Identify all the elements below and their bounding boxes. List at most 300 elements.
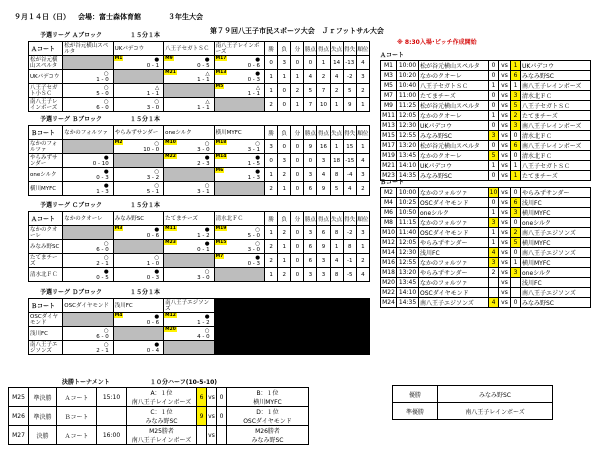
result-mark: ● xyxy=(204,154,210,161)
stat-cell xyxy=(278,341,291,355)
league_d-format: １５分１本 xyxy=(130,289,161,296)
result-mark: ● xyxy=(103,154,109,161)
result-row xyxy=(393,403,553,420)
team-name: UKパデコウ xyxy=(29,70,63,84)
schedule-row xyxy=(381,278,591,288)
home-team: 南八王子エジソンズ xyxy=(419,298,489,308)
stat-header: 順位 xyxy=(356,126,369,140)
self-match-cell xyxy=(164,254,214,268)
schedule-row xyxy=(381,161,591,171)
match-tag: M17 xyxy=(215,56,227,61)
home-team: たてまチーズ xyxy=(419,91,489,101)
stat-cell: 3 xyxy=(278,56,291,70)
away-team: oneシルク xyxy=(521,268,591,278)
team-header: oneシルク xyxy=(164,126,214,140)
stat-cell xyxy=(330,313,343,327)
empty-cell xyxy=(214,327,264,341)
result-mark: ○ xyxy=(204,140,210,147)
team-row xyxy=(29,154,370,168)
stat-cell: 0 xyxy=(304,56,317,70)
result-mark: ● xyxy=(255,168,261,175)
home-score: 1 xyxy=(489,111,499,121)
stat-cell: 4 xyxy=(343,182,356,196)
final-time: 16:00 xyxy=(97,426,127,445)
stat-cell: 1 xyxy=(265,268,278,282)
match-id: M12 xyxy=(382,239,395,246)
stat-header: 分 xyxy=(291,42,304,56)
match-tag: M7 xyxy=(215,254,224,259)
stat-cell: 0 xyxy=(278,98,291,112)
match-score: 0 - 3 xyxy=(96,174,109,181)
stat-cell: 16 xyxy=(317,140,330,154)
team-row xyxy=(29,240,370,254)
vs-label: vs xyxy=(499,258,511,268)
team-header: やらみずサンダー xyxy=(113,126,163,140)
home-team: やらみずサンダー xyxy=(419,238,489,248)
match-score: 2 - 1 xyxy=(96,260,109,267)
team-name: 八王子セガト小ＳＣ xyxy=(29,84,63,98)
match-cell xyxy=(164,70,214,84)
entry-notice: ※ 8:30入場･ピッチ作成開始 xyxy=(397,39,477,46)
match-score: 6 - 0 xyxy=(96,246,109,253)
away-team: 横川MYFC xyxy=(521,258,591,268)
match-score: 1 - 0 xyxy=(146,260,160,267)
schedule-row xyxy=(381,141,591,151)
match-score: 1 - 1 xyxy=(197,104,210,111)
home-team: oneシルク xyxy=(419,208,489,218)
result-mark: ○ xyxy=(103,70,109,77)
stat-cell: 1 xyxy=(356,140,369,154)
match-score: 1 - 1 xyxy=(197,76,210,83)
team-header: 浅川FC xyxy=(113,299,163,313)
vs-label: vs xyxy=(499,218,511,228)
team-row xyxy=(29,341,370,355)
match-score: 0 - 5 xyxy=(96,274,109,281)
stat-cell xyxy=(317,327,330,341)
match-tag: M22 xyxy=(165,154,176,159)
away-score: 0 xyxy=(511,151,521,161)
stat-cell: 3 xyxy=(317,268,330,282)
stat-cell: 0 xyxy=(278,140,291,154)
stat-cell: 1 xyxy=(356,240,369,254)
schedule-row xyxy=(381,61,591,71)
stat-cell: 2 xyxy=(356,254,369,268)
match-cell xyxy=(63,254,113,268)
schedule-row xyxy=(381,91,591,101)
match-cell xyxy=(164,268,214,282)
final-left-team xyxy=(127,426,197,445)
division: ３年生大会 xyxy=(168,13,203,21)
team-name: たてまチーズ xyxy=(29,254,63,268)
team-header: OSCダイヤモンド xyxy=(63,299,113,313)
team-row xyxy=(29,84,370,98)
vs-label: vs xyxy=(499,248,511,258)
stat-cell: 2 xyxy=(356,84,369,98)
away-team: 南八王子エジソンズ xyxy=(521,248,591,258)
stat-cell: 2 xyxy=(278,226,291,240)
stat-cell: 3 xyxy=(278,154,291,168)
stat-cell: 8 xyxy=(330,168,343,182)
result-mark: ● xyxy=(255,254,261,261)
kickoff-time: 11:25 xyxy=(397,101,419,111)
match-score: 1 - 3 xyxy=(247,174,261,181)
match-id: M6 xyxy=(381,208,397,218)
result-mark: ○ xyxy=(255,240,261,247)
kickoff-time: 10:50 xyxy=(397,208,419,218)
match-score: 3 - 0 xyxy=(197,274,210,281)
stat-cell: 7 xyxy=(304,98,317,112)
team-name: 南八王子エジソンズ xyxy=(29,341,63,355)
stat-cell: 3 xyxy=(317,254,330,268)
vs-label: vs xyxy=(499,208,511,218)
team-row xyxy=(29,70,370,84)
vs-label: vs xyxy=(499,198,511,208)
match-cell xyxy=(214,168,264,182)
schedule-a xyxy=(380,50,591,181)
home-score: 1 xyxy=(489,161,499,171)
left-name: みなみ野SC xyxy=(145,418,178,425)
result-mark: ○ xyxy=(154,98,160,105)
match-cell xyxy=(113,341,163,355)
league_a-caption: 予選リーグ Ａブロック xyxy=(40,32,102,39)
match-cell xyxy=(113,140,163,154)
match-tag: M15 xyxy=(215,240,227,245)
stat-cell: 1 xyxy=(330,140,343,154)
stat-cell xyxy=(265,341,278,355)
match-cell xyxy=(214,240,264,254)
stat-cell: 0 xyxy=(291,254,304,268)
home-team: なかのフォルツァ xyxy=(419,188,489,198)
stat-header xyxy=(278,299,291,313)
away-team: たてまチーズ xyxy=(521,171,591,181)
stat-cell: 1 xyxy=(291,70,304,84)
team-name: なかのフォルツァ xyxy=(29,140,63,154)
stat-header: 得点 xyxy=(317,42,330,56)
stat-header: 得失 xyxy=(343,126,356,140)
stat-cell: 1 xyxy=(265,84,278,98)
team-name: 浅川FC xyxy=(29,327,63,341)
home-score: 0 xyxy=(489,198,499,208)
match-cell xyxy=(164,327,214,341)
vs-label: vs xyxy=(499,161,511,171)
home-team: 浅川FC xyxy=(419,248,489,258)
schedule-b-court: Ｂコート xyxy=(380,179,405,186)
match-score: 6 - 0 xyxy=(96,333,109,340)
stat-cell: 0 xyxy=(265,154,278,168)
home-score: 4 xyxy=(489,248,499,258)
vs-label: vs xyxy=(499,141,511,151)
stat-cell: 4 xyxy=(330,254,343,268)
match-tag: M23 xyxy=(165,240,176,245)
match-cell xyxy=(113,313,163,327)
match-tag: M11 xyxy=(165,226,176,231)
stat-cell: 1 xyxy=(330,240,343,254)
away-score: 1 xyxy=(511,61,521,71)
home-team: UKパデコウ xyxy=(419,121,489,131)
finals-format: １０分ハーフ(10-5-10) xyxy=(150,379,218,386)
final-id: M27 xyxy=(9,426,29,445)
match-cell xyxy=(113,182,163,196)
stat-cell: 5 xyxy=(330,182,343,196)
kickoff-time: 13:45 xyxy=(397,151,419,161)
kickoff-time: 12:30 xyxy=(397,121,419,131)
self-match-cell xyxy=(63,313,113,327)
match-cell xyxy=(164,56,214,70)
stat-cell: 0 xyxy=(304,154,317,168)
vs-label: vs xyxy=(499,131,511,141)
stat-cell: 9 xyxy=(317,182,330,196)
away-score: 0 xyxy=(511,188,521,198)
kickoff-time: 10:00 xyxy=(397,61,419,71)
stat-cell: 0 xyxy=(291,240,304,254)
team-row xyxy=(29,327,370,341)
away-team: 清水北ＦＣ xyxy=(521,151,591,161)
team-name: 清水北ＦＣ xyxy=(29,268,63,282)
match-score: 4 - 0 xyxy=(197,333,210,340)
stat-cell: 9 xyxy=(343,98,356,112)
match-id: M24 xyxy=(382,299,395,306)
match-cell xyxy=(63,154,113,168)
team-header: なかのクオーレ xyxy=(63,212,113,226)
away-score: 1 xyxy=(511,258,521,268)
result-mark: ● xyxy=(103,168,109,175)
home-team: 松が谷元横山スペルタ xyxy=(419,101,489,111)
home-score: 0 xyxy=(489,61,499,71)
stat-cell: 18 xyxy=(330,154,343,168)
home-team: 松が谷元横山スペルタ xyxy=(419,61,489,71)
result-mark: ● xyxy=(255,56,261,63)
left-name: 南八王子レインボーズ xyxy=(131,437,192,444)
self-match-cell xyxy=(164,168,214,182)
stat-cell xyxy=(343,341,356,355)
home-team: OSCダイヤモンド xyxy=(419,228,489,238)
schedule-row xyxy=(381,208,591,218)
match-id: M14 xyxy=(382,249,395,256)
stat-cell: 1 xyxy=(265,168,278,182)
schedule-row xyxy=(381,218,591,228)
match-score: 0 - 6 xyxy=(146,232,160,239)
stat-cell: 1 xyxy=(278,70,291,84)
match-score: 3 - 1 xyxy=(247,146,261,153)
stat-header: 勝 xyxy=(265,212,278,226)
stat-cell xyxy=(304,341,317,355)
stat-header xyxy=(291,299,304,313)
stat-cell xyxy=(330,327,343,341)
result-mark: ○ xyxy=(103,84,109,91)
vs-label: vs xyxy=(499,188,511,198)
home-score: 1 xyxy=(489,81,499,91)
left-seed: M25勝者 xyxy=(149,428,174,435)
final-right-team xyxy=(227,407,309,426)
self-match-cell xyxy=(63,140,113,154)
stat-header: 順位 xyxy=(356,42,369,56)
stat-cell: 1 xyxy=(265,70,278,84)
home-team: OSCダイヤモンド xyxy=(419,288,489,298)
kickoff-time: 12:05 xyxy=(397,111,419,121)
venue: 会場：富士森体育館 xyxy=(78,13,141,21)
team-header: たてまチーズ xyxy=(164,212,214,226)
away-score: 6 xyxy=(511,71,521,81)
stat-header: 勝点 xyxy=(304,126,317,140)
home-team: OSCダイヤモンド xyxy=(419,198,489,208)
home-team: 松が谷元横山スペルタ xyxy=(419,141,489,151)
team-header: 南八王子レインボーズ xyxy=(214,42,264,56)
stat-cell: 4 xyxy=(330,70,343,84)
stat-cell: 1 xyxy=(317,56,330,70)
team-row xyxy=(29,182,370,196)
self-match-cell xyxy=(113,240,163,254)
stat-header xyxy=(356,299,369,313)
team-name: oneシルク xyxy=(29,168,63,182)
vs-label: vs xyxy=(499,61,511,71)
stat-cell: 2 xyxy=(265,240,278,254)
match-cell xyxy=(214,254,264,268)
result-mark: ○ xyxy=(204,182,210,189)
stat-cell xyxy=(317,341,330,355)
match-score: 0 - 6 xyxy=(247,62,261,69)
match-cell xyxy=(113,84,163,98)
match-cell xyxy=(63,341,113,355)
stat-cell: 6 xyxy=(304,182,317,196)
vs-label: vs xyxy=(499,101,511,111)
stat-cell: 4 xyxy=(317,168,330,182)
stat-cell: 15 xyxy=(343,140,356,154)
match-score: 1 - 3 xyxy=(96,188,109,195)
result-mark: ○ xyxy=(103,98,109,105)
match-id: M16 xyxy=(382,259,395,266)
stat-cell: 6 xyxy=(304,240,317,254)
self-match-cell xyxy=(214,98,264,112)
final-round: 決勝 xyxy=(29,426,57,445)
match-cell xyxy=(214,84,264,98)
away-team: みなみ野SC xyxy=(521,298,591,308)
self-match-cell xyxy=(164,341,214,355)
stat-cell xyxy=(304,313,317,327)
final-id: M25 xyxy=(9,388,29,407)
match-score: 0 - 3 xyxy=(247,260,261,267)
kickoff-time: 13:45 xyxy=(397,278,419,288)
away-team: 浅川FC xyxy=(521,198,591,208)
right-name: 横川MYFC xyxy=(253,399,282,406)
stat-cell: 2 xyxy=(265,254,278,268)
right-seed: B：１位 xyxy=(256,390,279,397)
match-id: M1 xyxy=(381,61,397,71)
kickoff-time: 10:00 xyxy=(397,188,419,198)
away-team: UKパデコウ xyxy=(521,61,591,71)
result-mark: ● xyxy=(103,182,109,189)
match-score: 2 - 3 xyxy=(197,160,210,167)
match-id: M5 xyxy=(381,81,397,91)
league_b-caption: 予選リーグ Ｂブロック xyxy=(40,116,102,123)
away-score: 2 xyxy=(511,228,521,238)
match-score: 3 - 1 xyxy=(197,188,210,195)
final-left-team xyxy=(127,407,197,426)
stat-cell: 6 xyxy=(304,254,317,268)
stat-cell: 2 xyxy=(265,98,278,112)
away-score: 1 xyxy=(511,171,521,181)
stat-cell: 0 xyxy=(291,268,304,282)
kickoff-time: 10:40 xyxy=(397,81,419,91)
match-tag: M14 xyxy=(215,154,227,159)
away-score: 0 xyxy=(511,298,521,308)
final-right-score: 0 xyxy=(217,388,227,407)
result-team: 南八王子レインボーズ xyxy=(438,403,553,420)
match-id: M21 xyxy=(382,162,395,169)
stat-cell: 0 xyxy=(265,56,278,70)
away-team: 八王子セガトＳＣ xyxy=(521,161,591,171)
match-cell xyxy=(113,168,163,182)
vs-label: vs xyxy=(499,111,511,121)
team-header: なかのフォルツァ xyxy=(63,126,113,140)
self-match-cell xyxy=(214,182,264,196)
home-score: 0 xyxy=(489,141,499,151)
stat-header: 得点 xyxy=(317,212,330,226)
result-mark: ● xyxy=(204,240,210,247)
stat-cell: 1 xyxy=(278,240,291,254)
result-mark: ○ xyxy=(255,140,261,147)
schedule-row xyxy=(381,131,591,141)
final-vs: vs xyxy=(207,407,217,426)
home-score xyxy=(489,278,499,288)
away-team: 八王子セガトＳＣ xyxy=(521,101,591,111)
away-score: 1 xyxy=(511,161,521,171)
stat-cell: 3 xyxy=(356,168,369,182)
left-seed: C：１位 xyxy=(150,409,173,416)
match-score: 2 - 1 xyxy=(96,347,109,354)
home-team: なかのフォルツァ xyxy=(419,258,489,268)
match-score: 1 - 5 xyxy=(247,160,261,167)
away-team: 南八王子レインボーズ xyxy=(521,121,591,131)
self-match-cell xyxy=(63,56,113,70)
match-cell xyxy=(113,268,163,282)
away-score: 0 xyxy=(511,218,521,228)
match-tag: M19 xyxy=(215,226,227,231)
stat-header xyxy=(304,299,317,313)
away-team: oneシルク xyxy=(521,218,591,228)
away-team: 南八王子レインボーズ xyxy=(521,81,591,91)
match-score: 1 - 1 xyxy=(247,90,261,97)
team-row xyxy=(29,313,370,327)
self-match-cell xyxy=(164,84,214,98)
match-id: M8 xyxy=(381,218,397,228)
match-score: 0 - 3 xyxy=(247,76,261,83)
kickoff-time: 11:40 xyxy=(397,228,419,238)
away-team: たてまチーズ xyxy=(521,111,591,121)
match-score: 5 - 1 xyxy=(146,188,160,195)
result-mark: ● xyxy=(154,313,160,320)
stat-cell: 2 xyxy=(330,84,343,98)
final-left-score: 9 xyxy=(197,407,207,426)
schedule-row xyxy=(381,248,591,258)
team-header: 横川MYFC xyxy=(214,126,264,140)
stat-header: 勝点 xyxy=(304,42,317,56)
vs-label: vs xyxy=(499,121,511,131)
vs-label: vs xyxy=(499,288,511,298)
league_a-table xyxy=(28,41,370,112)
stat-cell: 6 xyxy=(317,226,330,240)
team-row xyxy=(29,254,370,268)
away-score: 2 xyxy=(511,111,521,121)
stat-header xyxy=(330,299,343,313)
match-tag: M2 xyxy=(114,140,123,145)
stat-cell: -15 xyxy=(343,154,356,168)
final-time: 15:10 xyxy=(97,388,127,407)
stat-cell: 10 xyxy=(317,98,330,112)
stat-cell: -5 xyxy=(343,268,356,282)
league_c-caption: 予選リーグ Ｃブロック xyxy=(40,202,102,209)
finals-table xyxy=(8,387,309,445)
away-score xyxy=(511,278,521,288)
